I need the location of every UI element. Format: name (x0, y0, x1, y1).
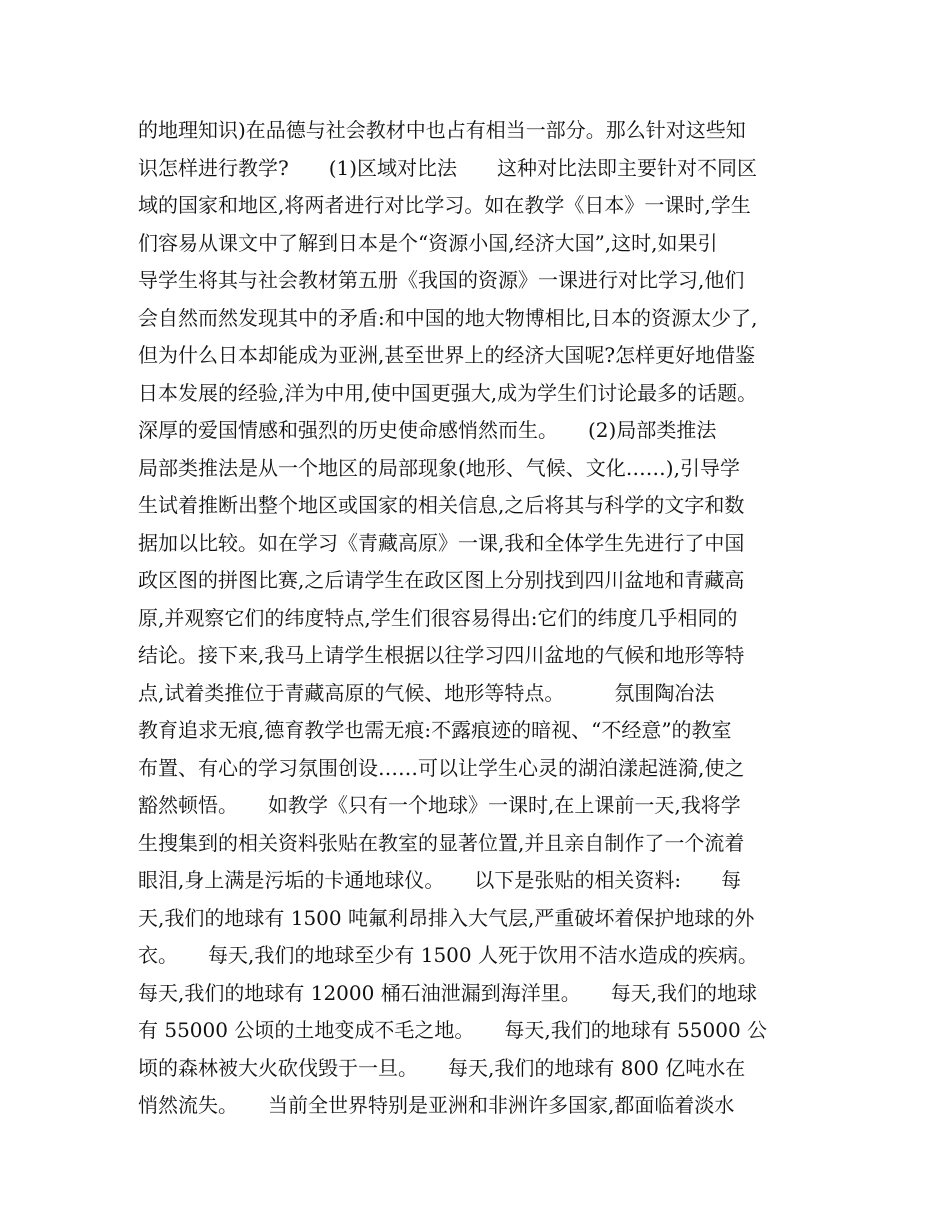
text-line-26: 顷的森林被大火砍伐毁于一旦。 每天,我们的地球有 800 亿吨水在 (138, 1055, 746, 1080)
text-line-3: 域的国家和地区,将两者进行对比学习。如在教学《日本》一课时,学生 (138, 193, 751, 217)
text-line-11: 生试着推断出整个地区或国家的相关信息,之后将其与科学的文字和数 (138, 493, 745, 517)
text-line-22: 天,我们的地球有 1500 吨氟利昂排入大气层,严重破坏着保护地球的外 (138, 905, 755, 930)
text-line-18: 布置、有心的学习氛围创设……可以让学生心灵的湖泊漾起涟漪,使之 (138, 755, 745, 780)
text-line-21: 眼泪,身上满是污垢的卡通地球仪。 以下是张贴的相关资料: 每 (138, 868, 742, 892)
text-line-7: 但为什么日本却能成为亚洲,甚至世界上的经济大国呢?怎样更好地借鉴 (138, 343, 756, 367)
text-line-16: 点,试着类推位于青藏高原的气候、地形等特点。 氛围陶冶法 (138, 680, 715, 705)
text-line-15: 结论。接下来,我马上请学生根据以往学习四川盆地的气候和地形等特 (138, 643, 745, 667)
text-line-1: 的地理知识)在品德与社会教材中也占有相当一部分。那么针对这些知 (138, 118, 746, 142)
text-line-4: 们容易从课文中了解到日本是个“资源小国,经济大国”,这时,如果引 (138, 230, 718, 255)
text-line-20: 生搜集到的相关资料张贴在教室的显著位置,并且亲自制作了一个流着 (138, 830, 745, 855)
text-line-24: 每天,我们的地球有 12000 桶石油泄漏到海洋里。 每天,我们的地球 (138, 980, 758, 1005)
text-line-17: 教育追求无痕,德育教学也需无痕:不露痕迹的暗视、“不经意”的教室 (138, 718, 732, 742)
text-line-27: 悄然流失。 当前全世界特别是亚洲和非洲许多国家,都面临着淡水 (138, 1093, 735, 1117)
text-line-9: 深厚的爱国情感和强烈的历史使命感悄然而生。 (2)局部类推法 (138, 418, 717, 442)
text-line-5: 导学生将其与社会教材第五册《我国的资源》一课进行对比学习,他们 (138, 268, 745, 292)
text-line-19: 豁然顿悟。 如教学《只有一个地球》一课时,在上课前一天,我将学 (138, 793, 741, 817)
text-line-12: 据加以比较。如在学习《青藏高原》一课,我和全体学生先进行了中国 (138, 530, 745, 555)
text-line-8: 日本发展的经验,洋为中用,使中国更强大,成为学生们讨论最多的话题。 (138, 380, 758, 405)
text-line-23: 衣。 每天,我们的地球至少有 1500 人死于饮用不洁水造成的疾病。 (138, 943, 758, 967)
text-line-6: 会自然而然发现其中的矛盾:和中国的地大物博相比,日本的资源太少了, (138, 305, 758, 330)
text-line-13: 政区图的拼图比赛,之后请学生在政区图上分别找到四川盆地和青藏高 (138, 568, 745, 592)
text-line-25: 有 55000 公顷的土地变成不毛之地。 每天,我们的地球有 55000 公 (138, 1018, 768, 1042)
text-line-14: 原,并观察它们的纬度特点,学生们很容易得出:它们的纬度几乎相同的 (138, 605, 738, 630)
text-line-2: 识怎样进行教学? (1)区域对比法 这种对比法即主要针对不同区 (138, 155, 758, 180)
body-text (138, 112, 828, 1125)
text-line-10: 局部类推法是从一个地区的局部现象(地形、气候、文化……),引导学 (138, 455, 740, 480)
